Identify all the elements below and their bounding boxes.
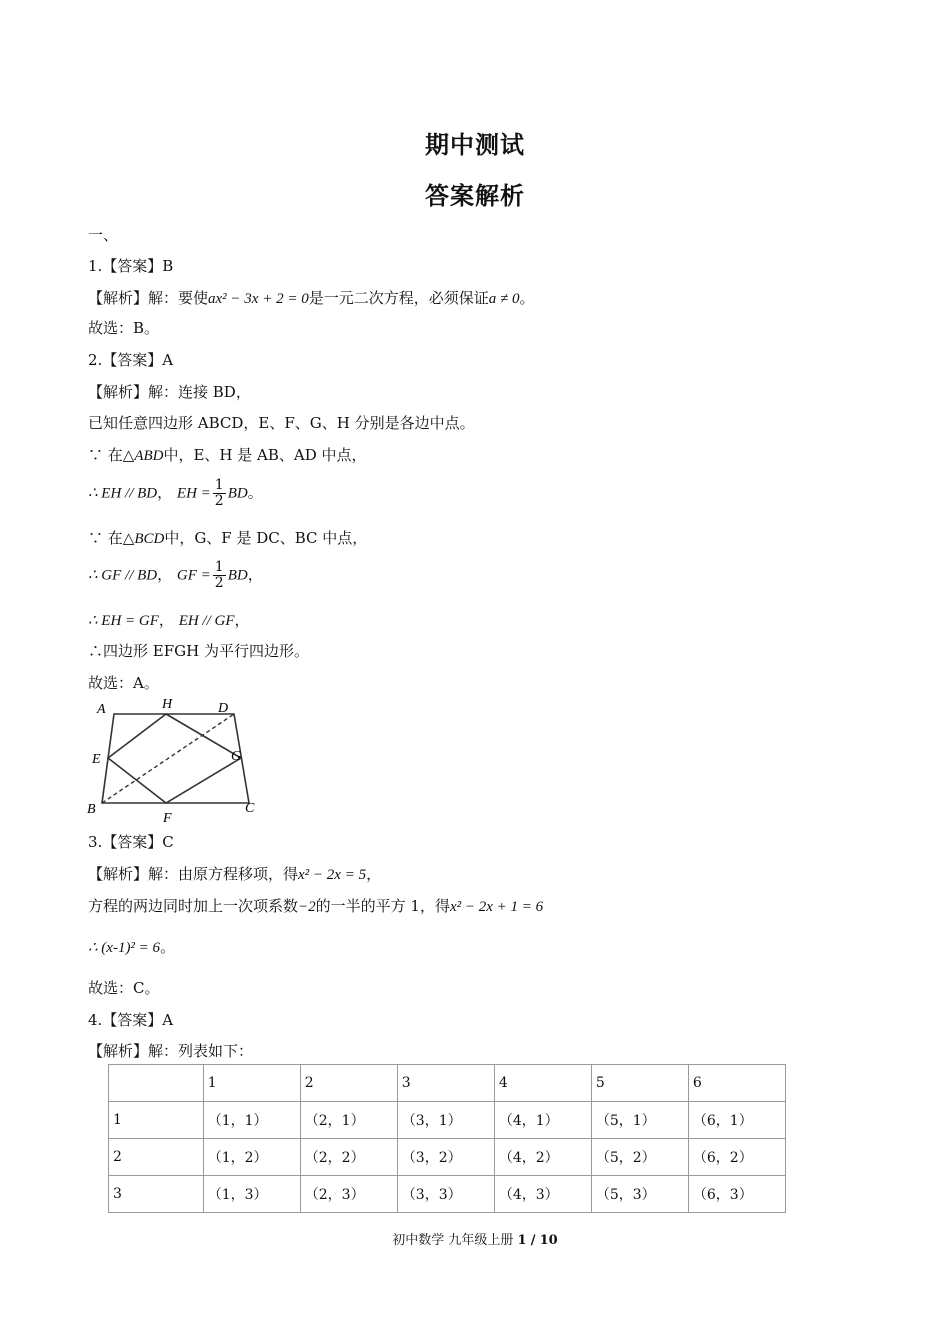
table-cell: （2，2）: [300, 1139, 397, 1176]
page-title: 期中测试: [425, 131, 525, 159]
q2-line2: 已知任意四边形 ABCD，E、F、G、H 分别是各边中点。: [88, 414, 475, 432]
q3-line2: 方程的两边同时加上一次项系数−2的一半的平方 1，得x² − 2x + 1 = 6: [88, 897, 544, 915]
table-cell: （5，3）: [591, 1176, 688, 1213]
label-g: G: [231, 749, 242, 764]
q4-line1: 【解析】解：列表如下：: [88, 1042, 254, 1060]
table-cell: 5: [591, 1065, 688, 1102]
label-c: C: [245, 801, 255, 816]
table-cell: 3: [109, 1176, 204, 1213]
table-cell: 3: [397, 1065, 494, 1102]
q1-analysis: 【解析】解：要使ax² − 3x + 2 = 0是一元二次方程，必须保证a ≠ 0。: [88, 289, 535, 307]
q3-choice: 故选：C。: [88, 979, 160, 997]
quadrilateral-abcd: [102, 714, 249, 803]
table-cell: （3，3）: [397, 1176, 494, 1213]
label-h: H: [162, 697, 173, 712]
table-cell: 1: [203, 1065, 300, 1102]
q2-line6: ∴ GF // BD， GF = $\frac{1}{2}$ BD，: [88, 559, 263, 591]
table-cell: （3，1）: [397, 1102, 494, 1139]
table-cell: （4，3）: [494, 1176, 591, 1213]
table-row: [109, 1176, 786, 1213]
parallelogram-efgh: [108, 714, 241, 803]
table-cell: 1: [109, 1102, 204, 1139]
q2-line4: ∴ EH // BD， EH = $\frac{1}{2}$ BD。: [88, 477, 263, 509]
table-cell: （6，3）: [688, 1176, 785, 1213]
diagonal-bd: [102, 714, 234, 803]
table-cell: （2，3）: [300, 1176, 397, 1213]
table-cell: （1，3）: [203, 1176, 300, 1213]
q1-equation: ax² − 3x + 2 = 0: [208, 291, 309, 307]
table-cell: [109, 1065, 204, 1102]
q2-line5: ∵ 在△BCD中，G、F 是 DC、BC 中点，: [88, 529, 368, 547]
table-cell: 6: [688, 1065, 785, 1102]
table-cell: （1，1）: [203, 1102, 300, 1139]
page-subtitle: 答案解析: [425, 182, 525, 210]
table-cell: （5，1）: [591, 1102, 688, 1139]
table-header-row: [109, 1065, 786, 1102]
q3-line3: ∴ (x-1)² = 6。: [88, 938, 176, 956]
table-cell: （2，1）: [300, 1102, 397, 1139]
q2-choice: 故选：A。: [88, 674, 159, 692]
q1-condition: a ≠ 0: [488, 291, 520, 307]
label-f: F: [163, 811, 172, 825]
outcome-table: [108, 1064, 786, 1213]
table-cell: （4，2）: [494, 1139, 591, 1176]
q4-answer: 4.【答案】A: [88, 1011, 174, 1029]
table-row: [109, 1102, 786, 1139]
page-footer: 初中数学 九年级上册 1 / 10: [392, 1233, 558, 1248]
label-b: B: [87, 802, 96, 817]
page-total: 10: [539, 1233, 558, 1248]
label-e: E: [92, 752, 101, 767]
fraction-half: $\frac{1}{2}$: [214, 559, 224, 591]
table-cell: 4: [494, 1065, 591, 1102]
table-cell: 2: [300, 1065, 397, 1102]
table-cell: （3，2）: [397, 1139, 494, 1176]
table-cell: （5，2）: [591, 1139, 688, 1176]
q1-choice: 故选：B。: [88, 319, 160, 337]
table-cell: 2: [109, 1139, 204, 1176]
quadrilateral-figure: [85, 693, 265, 825]
table-row: [109, 1139, 786, 1176]
q3-line1: 【解析】解：由原方程移项，得x² − 2x = 5，: [88, 865, 382, 883]
q2-answer: 2.【答案】A: [88, 351, 174, 369]
q2-line1: 【解析】解：连接 BD，: [88, 383, 251, 401]
q2-line3: ∵ 在△ABD中，E、H 是 AB、AD 中点，: [88, 446, 367, 464]
table-cell: （6，1）: [688, 1102, 785, 1139]
table-cell: （4，1）: [494, 1102, 591, 1139]
fraction-half: $\frac{1}{2}$: [214, 477, 224, 509]
q3-answer: 3.【答案】C: [88, 833, 174, 851]
table-cell: （6，2）: [688, 1139, 785, 1176]
table-cell: （1，2）: [203, 1139, 300, 1176]
page-number: 1: [517, 1233, 527, 1248]
label-d: D: [218, 701, 229, 716]
label-a: A: [97, 702, 106, 717]
section-label: 一、: [88, 226, 119, 244]
q1-answer: 1.【答案】B: [88, 257, 174, 275]
q2-line8: ∴四边形 EFGH 为平行四边形。: [88, 642, 309, 660]
q2-line7: ∴ EH = GF， EH // GF，: [88, 611, 250, 629]
